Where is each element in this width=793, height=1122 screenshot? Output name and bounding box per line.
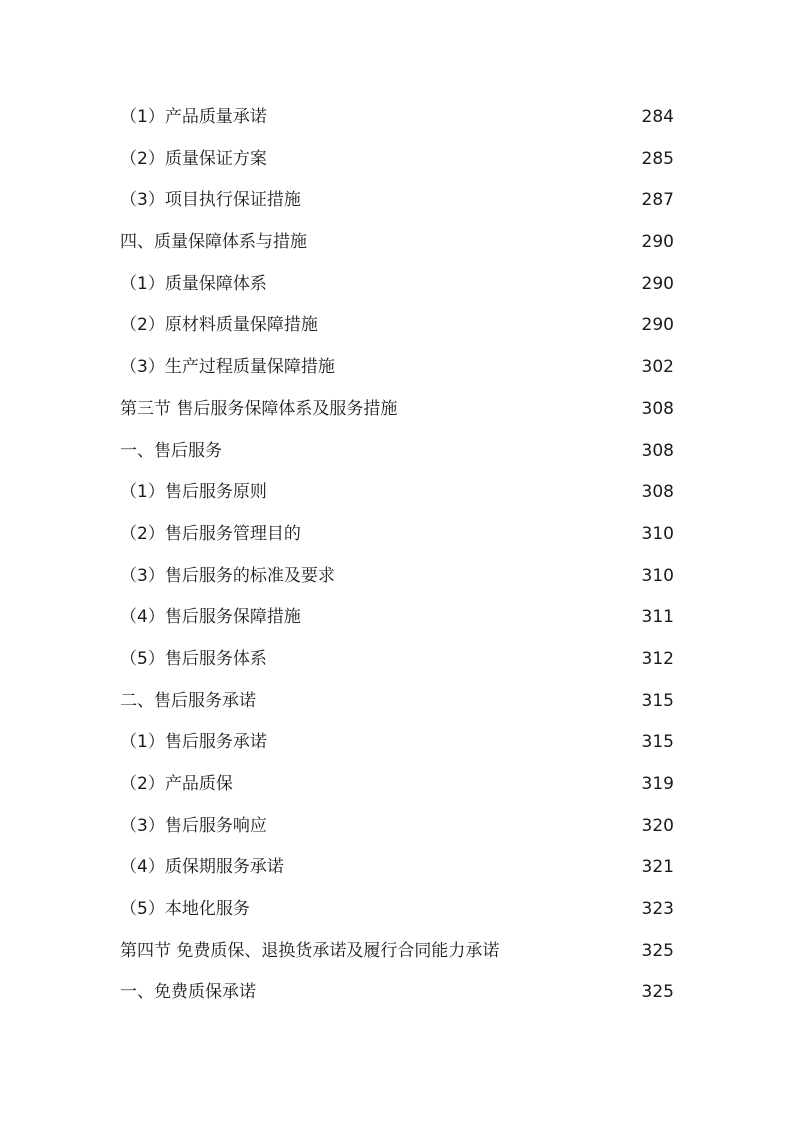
toc-entry-label: 第四节 免费质保、退换货承诺及履行合同能力承诺 xyxy=(120,940,500,961)
toc-entry[interactable] xyxy=(120,389,674,431)
toc-entry-label: （2）产品质保 xyxy=(120,774,233,794)
toc-entry[interactable] xyxy=(120,97,674,139)
toc-entry-page: 284 xyxy=(641,107,674,127)
toc-entry-page: 290 xyxy=(641,273,674,294)
toc-entry-page: 310 xyxy=(641,565,674,586)
toc-entry-label: （1）质量保障体系 xyxy=(120,273,267,294)
toc-dot-leader xyxy=(224,455,640,456)
toc-entry-page: 302 xyxy=(641,357,674,378)
toc-entry-label: （4）质保期服务承诺 xyxy=(120,857,284,878)
toc-entry-label: 一、售后服务 xyxy=(120,440,222,461)
toc-dot-leader xyxy=(269,496,640,497)
toc-entry-label: （3）售后服务响应 xyxy=(120,815,267,836)
toc-entry-label: 二、售后服务承诺 xyxy=(120,690,256,711)
toc-entry-label: （2）售后服务管理目的 xyxy=(120,523,301,544)
toc-entry-page: 325 xyxy=(641,982,674,1003)
toc-dot-leader xyxy=(269,746,640,747)
table-of-contents xyxy=(120,97,674,1014)
toc-entry[interactable] xyxy=(120,264,674,306)
toc-dot-leader xyxy=(269,121,640,122)
toc-entry[interactable] xyxy=(120,180,674,222)
toc-entry-page: 323 xyxy=(641,899,674,920)
toc-dot-leader xyxy=(269,663,640,664)
toc-entry-page: 319 xyxy=(641,774,674,794)
toc-dot-leader xyxy=(501,955,639,956)
toc-entry-page: 315 xyxy=(641,690,674,711)
toc-entry-label: （2）原材料质量保障措施 xyxy=(120,315,318,336)
toc-entry-page: 308 xyxy=(641,482,674,503)
toc-entry-page: 285 xyxy=(641,148,674,169)
toc-entry-label: （1）售后服务承诺 xyxy=(120,732,267,753)
toc-dot-leader xyxy=(258,705,640,706)
toc-entry-label: （4）售后服务保障措施 xyxy=(120,607,301,628)
toc-entry-page: 308 xyxy=(641,440,674,461)
toc-entry[interactable] xyxy=(120,472,674,514)
toc-entry-label: （2）质量保证方案 xyxy=(120,148,267,169)
toc-entry-label: （3）项目执行保证措施 xyxy=(120,190,301,211)
toc-entry[interactable] xyxy=(120,639,674,681)
toc-entry-page: 311 xyxy=(641,607,674,628)
toc-entry[interactable] xyxy=(120,431,674,473)
toc-entry[interactable] xyxy=(120,597,674,639)
toc-dot-leader xyxy=(320,329,640,330)
toc-dot-leader xyxy=(309,246,640,247)
toc-dot-leader xyxy=(303,538,640,539)
toc-entry-page: 290 xyxy=(641,315,674,336)
toc-entry-label: 一、免费质保承诺 xyxy=(120,982,256,1003)
toc-entry-label: 第三节 售后服务保障体系及服务措施 xyxy=(120,398,398,419)
toc-dot-leader xyxy=(258,996,640,997)
toc-entry-page: 321 xyxy=(641,857,674,878)
toc-entry[interactable] xyxy=(120,806,674,848)
toc-entry[interactable] xyxy=(120,222,674,264)
toc-dot-leader xyxy=(269,288,640,289)
toc-dot-leader xyxy=(269,830,640,831)
toc-entry[interactable] xyxy=(120,305,674,347)
toc-entry[interactable] xyxy=(120,931,674,973)
toc-entry-page: 312 xyxy=(641,648,674,669)
toc-entry[interactable] xyxy=(120,889,674,931)
toc-entry-label: （1）产品质量承诺 xyxy=(120,107,267,127)
toc-entry[interactable] xyxy=(120,347,674,389)
toc-entry[interactable] xyxy=(120,556,674,598)
toc-entry-label: （1）售后服务原则 xyxy=(120,482,267,503)
toc-entry-label: （3）生产过程质量保障措施 xyxy=(120,357,335,378)
toc-dot-leader xyxy=(337,371,640,372)
toc-entry-label: （3）售后服务的标准及要求 xyxy=(120,565,335,586)
toc-dot-leader xyxy=(269,163,640,164)
toc-entry-page: 287 xyxy=(641,190,674,211)
toc-dot-leader xyxy=(337,580,640,581)
toc-entry[interactable] xyxy=(120,722,674,764)
toc-entry[interactable] xyxy=(120,847,674,889)
toc-entry-label: （5）本地化服务 xyxy=(120,899,250,920)
toc-dot-leader xyxy=(303,204,640,205)
toc-entry-page: 310 xyxy=(641,523,674,544)
toc-dot-leader xyxy=(399,413,639,414)
toc-entry[interactable] xyxy=(120,972,674,1014)
toc-entry[interactable] xyxy=(120,139,674,181)
toc-entry-page: 315 xyxy=(641,732,674,753)
toc-dot-leader xyxy=(286,871,640,872)
toc-dot-leader xyxy=(303,621,640,622)
toc-entry-label: （5）售后服务体系 xyxy=(120,648,267,669)
toc-entry-label: 四、质量保障体系与措施 xyxy=(120,232,307,253)
toc-entry[interactable] xyxy=(120,764,674,806)
toc-entry-page: 320 xyxy=(641,815,674,836)
toc-dot-leader xyxy=(252,913,640,914)
toc-entry-page: 325 xyxy=(641,940,674,961)
toc-entry[interactable] xyxy=(120,681,674,723)
toc-dot-leader xyxy=(235,788,640,789)
toc-entry[interactable] xyxy=(120,514,674,556)
toc-entry-page: 290 xyxy=(641,232,674,253)
toc-entry-page: 308 xyxy=(641,398,674,419)
